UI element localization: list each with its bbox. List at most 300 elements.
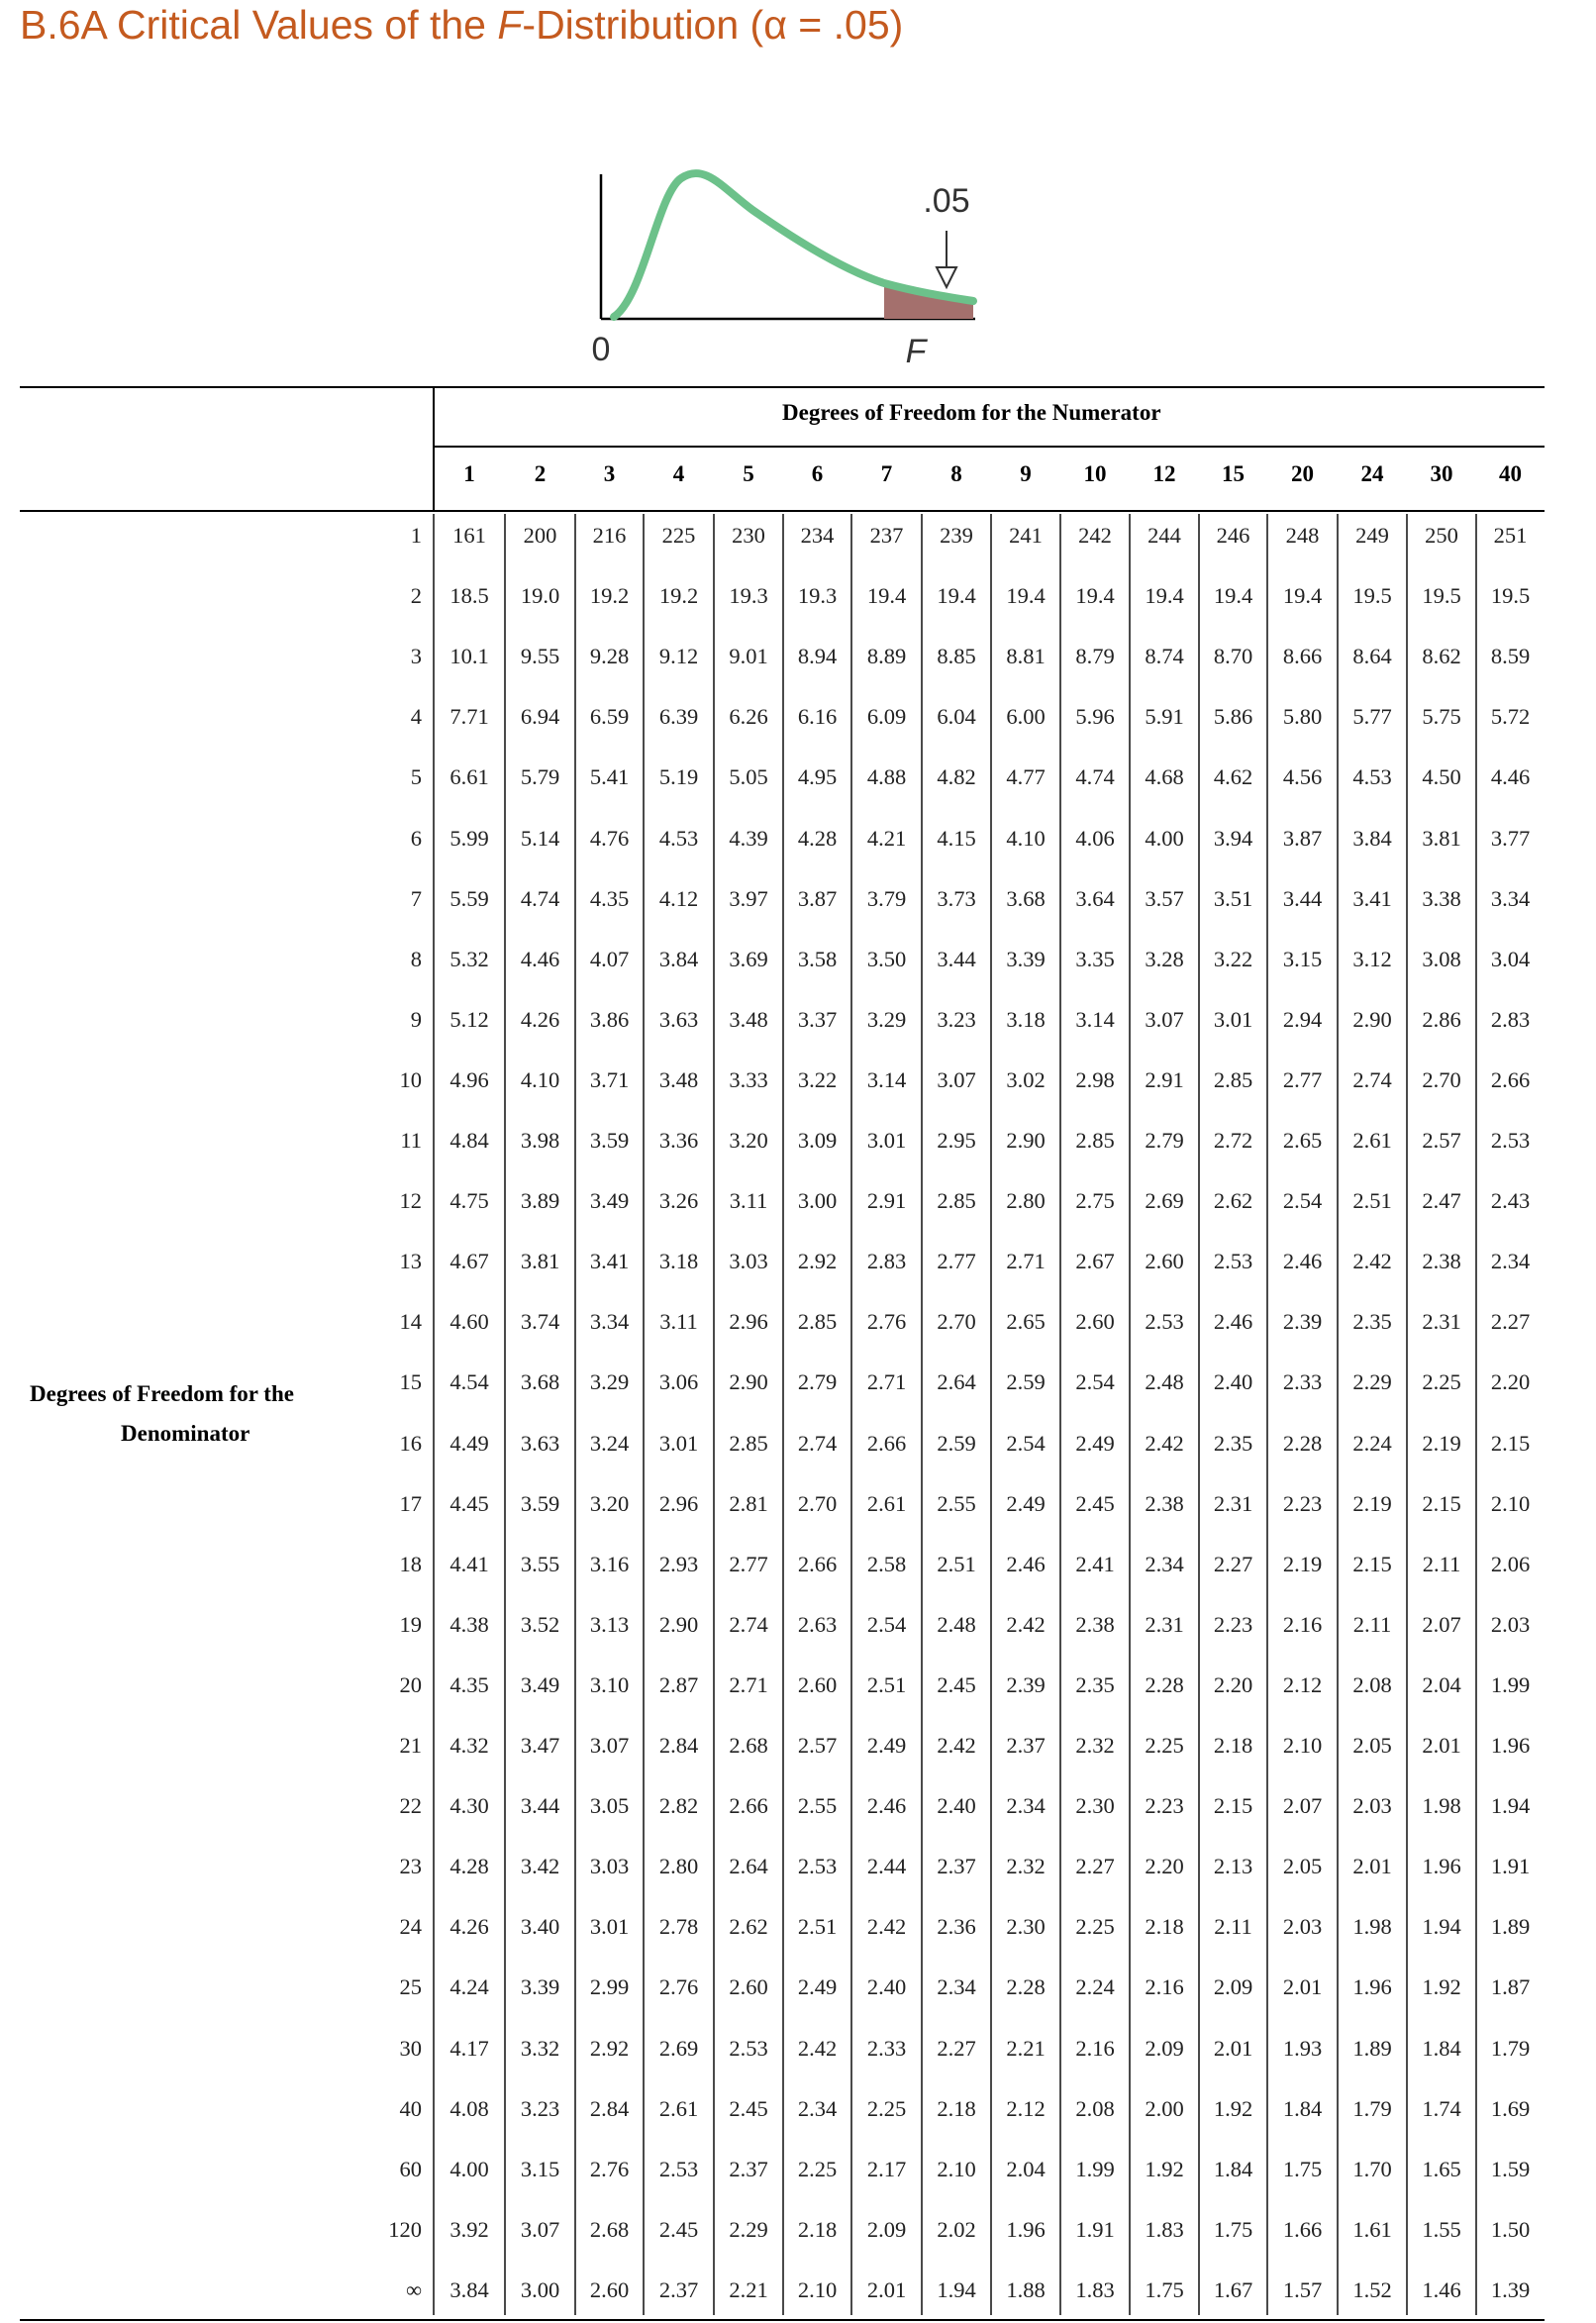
- table-cell: 1.74: [1422, 2095, 1461, 2121]
- table-cell: 161: [452, 523, 486, 548]
- table-cell: 2.60: [1075, 1309, 1115, 1335]
- table-cell: 4.10: [520, 1066, 560, 1092]
- table-cell: 3.49: [589, 1188, 630, 1214]
- table-cell: 2.38: [1422, 1249, 1461, 1274]
- table-cell: 1.39: [1490, 2276, 1531, 2302]
- table-cell: 6.59: [589, 704, 630, 730]
- table-cell: 234: [800, 523, 835, 548]
- column-header: 2: [534, 461, 547, 486]
- table-cell: 2.58: [866, 1551, 907, 1576]
- table-cell: 3.98: [520, 1128, 560, 1153]
- table-cell: 2.71: [1006, 1249, 1046, 1274]
- table-cell: 2.67: [1075, 1249, 1115, 1274]
- column-header: 12: [1152, 461, 1176, 486]
- table-cell: 2.15: [1213, 1793, 1253, 1819]
- table-cell: 2.90: [1352, 1006, 1392, 1032]
- table-cell: 1.75: [1145, 2276, 1184, 2302]
- table-cell: 1.92: [1213, 2095, 1253, 2121]
- table-cell: 5.72: [1490, 704, 1531, 730]
- tail-probability-label: .05: [923, 182, 970, 220]
- table-cell: 3.16: [589, 1551, 630, 1576]
- table-cell: 2.93: [658, 1551, 699, 1576]
- table-cell: 1.94: [1490, 1793, 1531, 1819]
- table-cell: 4.46: [1490, 764, 1531, 790]
- table-cell: 2.71: [866, 1369, 907, 1395]
- table-cell: 3.44: [937, 946, 976, 971]
- table-cell: 5.99: [449, 825, 489, 851]
- table-cell: 1.92: [1422, 1974, 1461, 2000]
- table-cell: 2.53: [658, 2156, 699, 2181]
- table-cell: 3.44: [520, 1793, 560, 1819]
- table-cell: 2.49: [797, 1974, 838, 2000]
- table-cell: 3.63: [520, 1430, 560, 1456]
- row-df-label: 9: [410, 1006, 422, 1032]
- table-cell: 2.46: [1213, 1309, 1253, 1335]
- table-cell: 1.87: [1490, 1974, 1531, 2000]
- table-cell: 2.53: [1145, 1309, 1184, 1335]
- table-cell: 2.27: [1075, 1854, 1115, 1879]
- table-cell: 2.68: [589, 2216, 630, 2242]
- table-cell: 2.23: [1213, 1611, 1253, 1637]
- table-cell: 3.55: [520, 1551, 560, 1576]
- table-cell: 3.35: [1075, 946, 1115, 971]
- table-cell: 2.08: [1352, 1671, 1392, 1697]
- table-cell: 2.80: [658, 1854, 699, 1879]
- table-cell: 2.12: [1006, 2095, 1046, 2121]
- table-cell: 246: [1216, 523, 1250, 548]
- table-cell: 3.00: [520, 2276, 560, 2302]
- table-cell: 3.92: [449, 2216, 489, 2242]
- column-header: 15: [1222, 461, 1245, 486]
- table-cell: 3.51: [1213, 885, 1253, 911]
- table-cell: 4.17: [449, 2035, 489, 2061]
- table-cell: 2.91: [866, 1188, 907, 1214]
- table-cell: 4.62: [1213, 764, 1253, 790]
- table-cell: 2.38: [1145, 1490, 1184, 1516]
- table-cell: 5.75: [1422, 704, 1461, 730]
- table-cell: 2.42: [797, 2035, 838, 2061]
- table-cell: 3.34: [1490, 885, 1531, 911]
- table-cell: 4.49: [449, 1430, 489, 1456]
- table-cell: 4.45: [449, 1490, 489, 1516]
- table-cell: 3.81: [520, 1249, 560, 1274]
- table-cell: 3.00: [797, 1188, 838, 1214]
- row-df-label: 8: [410, 946, 422, 971]
- table-cell: 3.15: [520, 2156, 560, 2181]
- table-cell: 3.42: [520, 1854, 560, 1879]
- table-cell: 19.4: [866, 583, 907, 609]
- table-cell: 1.65: [1422, 2156, 1461, 2181]
- table-cell: 3.01: [589, 1914, 630, 1940]
- table-cell: 6.09: [866, 704, 907, 730]
- table-cell: 2.46: [1006, 1551, 1046, 1576]
- table-cell: 2.45: [729, 2095, 768, 2121]
- table-cell: 2.42: [866, 1914, 907, 1940]
- table-cell: 2.90: [658, 1611, 699, 1637]
- f-axis-label: F: [905, 333, 927, 370]
- table-cell: 1.92: [1145, 2156, 1184, 2181]
- table-cell: 1.83: [1075, 2276, 1115, 2302]
- title-suffix: -Distribution (α = .05): [522, 2, 904, 48]
- table-cell: 2.92: [589, 2035, 630, 2061]
- table-cell: 3.10: [589, 1671, 630, 1697]
- table-cell: 2.16: [1075, 2035, 1115, 2061]
- table-cell: 3.15: [1282, 946, 1323, 971]
- row-df-label: 21: [399, 1733, 422, 1758]
- table-cell: 4.08: [449, 2095, 489, 2121]
- row-df-label: 20: [399, 1671, 422, 1697]
- table-cell: 2.29: [1352, 1369, 1392, 1395]
- table-cell: 1.83: [1145, 2216, 1184, 2242]
- table-cell: 2.09: [1213, 1974, 1253, 2000]
- table-cell: 2.61: [1352, 1128, 1392, 1153]
- table-cell: 2.66: [1490, 1066, 1531, 1092]
- table-cell: 2.16: [1282, 1611, 1323, 1637]
- table-cell: 1.84: [1213, 2156, 1253, 2181]
- table-cell: 4.76: [589, 825, 630, 851]
- table-cell: 6.39: [658, 704, 699, 730]
- table-cell: 2.42: [1006, 1611, 1046, 1637]
- table-cell: 2.48: [1145, 1369, 1184, 1395]
- table-cell: 2.34: [1490, 1249, 1531, 1274]
- table-cell: 250: [1425, 523, 1458, 548]
- table-cell: 4.30: [449, 1793, 489, 1819]
- table-cell: 3.23: [937, 1006, 976, 1032]
- table-cell: 2.66: [729, 1793, 768, 1819]
- table-cell: 2.02: [937, 2216, 976, 2242]
- table-cell: 2.01: [1213, 2035, 1253, 2061]
- table-cell: 4.54: [449, 1369, 489, 1395]
- table-cell: 2.34: [1145, 1551, 1184, 1576]
- table-cell: 4.07: [589, 946, 630, 971]
- table-cell: 2.51: [937, 1551, 976, 1576]
- table-cell: 2.29: [729, 2216, 768, 2242]
- table-cell: 1.59: [1490, 2156, 1531, 2181]
- column-header: 8: [950, 461, 962, 486]
- table-cell: 2.53: [797, 1854, 838, 1879]
- header-bottom-rule: [20, 510, 1545, 512]
- table-cell: 2.66: [797, 1551, 838, 1576]
- table-cell: 2.03: [1490, 1611, 1531, 1637]
- numerator-header: Degrees of Freedom for the Numerator: [782, 400, 1161, 425]
- table-cell: 4.74: [1075, 764, 1115, 790]
- row-df-label: 23: [399, 1854, 422, 1879]
- column-header: 9: [1020, 461, 1032, 486]
- table-cell: 4.00: [449, 2156, 489, 2181]
- table-cell: 1.57: [1282, 2276, 1323, 2302]
- table-cell: 2.66: [866, 1430, 907, 1456]
- table-cell: 1.67: [1213, 2276, 1253, 2302]
- table-cell: 4.21: [866, 825, 907, 851]
- table-cell: 2.18: [1213, 1733, 1253, 1758]
- title-italic-f: F: [497, 2, 523, 48]
- row-df-label: 7: [410, 885, 422, 911]
- numerator-rule: [434, 446, 1545, 448]
- table-cell: 4.50: [1422, 764, 1461, 790]
- table-cell: 19.2: [658, 583, 699, 609]
- table-cell: 2.60: [589, 2276, 630, 2302]
- table-cell: 3.81: [1422, 825, 1461, 851]
- table-cell: 1.94: [1422, 1914, 1461, 1940]
- table-cell: 2.15: [1490, 1430, 1531, 1456]
- table-cell: 1.98: [1422, 1793, 1461, 1819]
- table-cell: 2.54: [866, 1611, 907, 1637]
- table-cell: 2.76: [658, 1974, 699, 2000]
- table-cell: 3.22: [1213, 946, 1253, 971]
- table-cell: 4.95: [797, 764, 838, 790]
- table-cell: 2.62: [1213, 1188, 1253, 1214]
- table-cell: 3.50: [866, 946, 907, 971]
- table-cell: 2.49: [1075, 1430, 1115, 1456]
- table-cell: 2.31: [1213, 1490, 1253, 1516]
- table-cell: 2.54: [1282, 1188, 1323, 1214]
- table-cell: 3.32: [520, 2035, 560, 2061]
- table-cell: 2.60: [797, 1671, 838, 1697]
- table-cell: 4.38: [449, 1611, 489, 1637]
- table-cell: 4.77: [1006, 764, 1046, 790]
- table-cell: 4.46: [520, 946, 560, 971]
- table-cell: 8.85: [937, 644, 976, 669]
- table-cell: 2.05: [1282, 1854, 1323, 1879]
- table-cell: 2.42: [1145, 1430, 1184, 1456]
- column-header: 5: [743, 461, 754, 486]
- table-cell: 2.77: [1282, 1066, 1323, 1092]
- table-cell: 3.84: [658, 946, 699, 971]
- table-cell: 2.35: [1213, 1430, 1253, 1456]
- table-cell: 4.75: [449, 1188, 489, 1214]
- table-cell: 3.03: [589, 1854, 630, 1879]
- table-cell: 9.01: [729, 644, 768, 669]
- table-cell: 9.28: [589, 644, 630, 669]
- table-cell: 2.44: [866, 1854, 907, 1879]
- table-cell: 19.4: [937, 583, 976, 609]
- table-cell: 2.05: [1352, 1733, 1392, 1758]
- table-cell: 2.63: [797, 1611, 838, 1637]
- table-cell: 2.32: [1006, 1854, 1046, 1879]
- table-cell: 2.96: [729, 1309, 768, 1335]
- table-cell: 6.00: [1006, 704, 1046, 730]
- table-cell: 4.26: [449, 1914, 489, 1940]
- table-cell: 2.94: [1282, 1006, 1323, 1032]
- table-cell: 2.82: [658, 1793, 699, 1819]
- table-cell: 2.46: [866, 1793, 907, 1819]
- table-cell: 4.53: [1352, 764, 1392, 790]
- table-cell: 8.74: [1145, 644, 1184, 669]
- row-df-label: 40: [399, 2095, 422, 2121]
- table-cell: 2.37: [658, 2276, 699, 2302]
- row-df-label: 16: [399, 1430, 422, 1456]
- table-cell: 3.38: [1422, 885, 1461, 911]
- table-cell: 2.01: [1282, 1974, 1323, 2000]
- table-cell: 3.13: [589, 1611, 630, 1637]
- table-cell: 4.67: [449, 1249, 489, 1274]
- table-cell: 1.75: [1213, 2216, 1253, 2242]
- table-cell: 2.72: [1213, 1128, 1253, 1153]
- table-cell: 2.99: [589, 1974, 630, 2000]
- table-cell: 1.61: [1352, 2216, 1392, 2242]
- table-cell: 3.69: [729, 946, 768, 971]
- table-cell: 2.74: [797, 1430, 838, 1456]
- table-cell: 2.98: [1075, 1066, 1115, 1092]
- table-cell: 4.00: [1145, 825, 1184, 851]
- table-cell: 4.74: [520, 885, 560, 911]
- title-prefix: B.6A Critical Values of the: [20, 2, 498, 48]
- table-cell: 1.75: [1282, 2156, 1323, 2181]
- table-cell: 1.50: [1490, 2216, 1531, 2242]
- table-cell: 2.65: [1006, 1309, 1046, 1335]
- table-cell: 2.64: [729, 1854, 768, 1879]
- table-cell: 216: [592, 523, 627, 548]
- table-cell: 3.14: [1075, 1006, 1115, 1032]
- table-cell: 3.07: [1145, 1006, 1184, 1032]
- row-df-label: 4: [410, 704, 422, 730]
- table-cell: 2.62: [729, 1914, 768, 1940]
- table-cell: 3.08: [1422, 946, 1461, 971]
- table-cell: 3.71: [589, 1066, 630, 1092]
- row-df-label: 30: [399, 2035, 422, 2061]
- table-cell: 2.33: [866, 2035, 907, 2061]
- table-cell: 2.25: [1422, 1369, 1461, 1395]
- table-cell: 2.20: [1145, 1854, 1184, 1879]
- table-cell: 3.28: [1145, 946, 1184, 971]
- table-cell: 8.79: [1075, 644, 1115, 669]
- table-cell: 3.59: [520, 1490, 560, 1516]
- table-cell: 3.07: [937, 1066, 976, 1092]
- table-cell: 5.59: [449, 885, 489, 911]
- row-df-label: 18: [399, 1551, 422, 1576]
- table-cell: 2.35: [1352, 1309, 1392, 1335]
- table-cell: 2.25: [866, 2095, 907, 2121]
- table-cell: 1.89: [1352, 2035, 1392, 2061]
- table-cell: 2.46: [1282, 1249, 1323, 1274]
- table-cell: 3.57: [1145, 885, 1184, 911]
- table-cell: 2.11: [1422, 1551, 1461, 1576]
- table-cell: 3.87: [797, 885, 838, 911]
- table-cell: 2.53: [1490, 1128, 1531, 1153]
- table-cell: 1.79: [1352, 2095, 1392, 2121]
- table-cell: 5.41: [589, 764, 630, 790]
- table-cell: 2.38: [1075, 1611, 1115, 1637]
- row-df-label: 12: [399, 1188, 422, 1214]
- table-cell: 3.11: [659, 1309, 698, 1335]
- table-cell: 230: [732, 523, 765, 548]
- table-cell: 2.36: [937, 1914, 976, 1940]
- table-cell: 2.06: [1490, 1551, 1531, 1576]
- table-cell: 3.01: [658, 1430, 699, 1456]
- table-cell: 2.96: [658, 1490, 699, 1516]
- table-cell: 2.69: [658, 2035, 699, 2061]
- table-cell: 1.66: [1282, 2216, 1323, 2242]
- table-cell: 2.00: [1145, 2095, 1184, 2121]
- table-cell: 3.06: [658, 1369, 699, 1395]
- table-cell: 4.35: [449, 1671, 489, 1697]
- table-cell: 6.04: [937, 704, 976, 730]
- table-cell: 2.54: [1075, 1369, 1115, 1395]
- table-cell: 2.27: [1213, 1551, 1253, 1576]
- table-cell: 2.39: [1006, 1671, 1046, 1697]
- table-cell: 2.91: [1145, 1066, 1184, 1092]
- table-cell: 2.61: [866, 1490, 907, 1516]
- table-cell: 2.48: [937, 1611, 976, 1637]
- table-cell: 2.71: [729, 1671, 768, 1697]
- table-cell: 5.91: [1145, 704, 1184, 730]
- table-cell: 3.07: [520, 2216, 560, 2242]
- table-cell: 4.28: [449, 1854, 489, 1879]
- table-cell: 2.21: [1006, 2035, 1046, 2061]
- table-cell: 8.94: [797, 644, 838, 669]
- table-cell: 2.30: [1006, 1914, 1046, 1940]
- table-cell: 2.60: [729, 1974, 768, 2000]
- table-cell: 3.23: [520, 2095, 560, 2121]
- table-cell: 2.18: [937, 2095, 976, 2121]
- table-cell: 19.4: [1145, 583, 1184, 609]
- table-cell: 2.90: [729, 1369, 768, 1395]
- table-cell: 2.65: [1282, 1128, 1323, 1153]
- table-cell: 2.20: [1490, 1369, 1531, 1395]
- table-cell: 6.61: [449, 764, 489, 790]
- table-cell: 2.37: [937, 1854, 976, 1879]
- table-cell: 3.39: [520, 1974, 560, 2000]
- row-label-divider: [433, 386, 435, 511]
- table-cell: 2.68: [729, 1733, 768, 1758]
- table-cell: 2.20: [1213, 1671, 1253, 1697]
- table-cell: 241: [1009, 523, 1043, 548]
- table-cell: 249: [1355, 523, 1389, 548]
- table-cell: 3.39: [1006, 946, 1046, 971]
- table-cell: 3.58: [797, 946, 838, 971]
- table-cell: 200: [523, 523, 557, 548]
- table-cell: 2.74: [1352, 1066, 1392, 1092]
- table-cell: 3.22: [797, 1066, 838, 1092]
- table-cell: 2.80: [1006, 1188, 1046, 1214]
- table-cell: 3.05: [589, 1793, 630, 1819]
- table-cell: 2.11: [1214, 1914, 1252, 1940]
- table-cell: 3.84: [449, 2276, 489, 2302]
- table-cell: 2.87: [658, 1671, 699, 1697]
- table-cell: 2.64: [937, 1369, 976, 1395]
- table-cell: 5.86: [1213, 704, 1253, 730]
- table-cell: 1.94: [937, 2276, 976, 2302]
- table-cell: 19.3: [797, 583, 838, 609]
- table-cell: 2.34: [797, 2095, 838, 2121]
- row-df-label: 2: [410, 583, 422, 609]
- table-cell: 2.70: [797, 1490, 838, 1516]
- table-cell: 4.84: [449, 1128, 489, 1153]
- table-cell: 2.43: [1490, 1188, 1531, 1214]
- table-cell: 9.12: [658, 644, 699, 669]
- row-df-label: 120: [388, 2216, 422, 2242]
- table-cell: 3.01: [1213, 1006, 1253, 1032]
- table-cell: 5.05: [729, 764, 768, 790]
- table-cell: 2.23: [1145, 1793, 1184, 1819]
- table-cell: 2.15: [1352, 1551, 1392, 1576]
- table-cell: 2.49: [866, 1733, 907, 1758]
- table-cell: 19.5: [1422, 583, 1461, 609]
- table-cell: 8.59: [1490, 644, 1531, 669]
- table-cell: 2.19: [1282, 1551, 1323, 1576]
- table-cell: 2.69: [1145, 1188, 1184, 1214]
- row-df-label: 15: [399, 1369, 422, 1395]
- table-cell: 251: [1493, 523, 1528, 548]
- table-cell: 2.84: [589, 2095, 630, 2121]
- table-cell: 19.5: [1352, 583, 1392, 609]
- table-cell: 5.77: [1352, 704, 1392, 730]
- row-df-label: 19: [399, 1611, 422, 1637]
- column-header: 7: [880, 461, 893, 486]
- table-cell: 2.95: [937, 1128, 976, 1153]
- table-cell: 2.54: [1006, 1430, 1046, 1456]
- row-df-label: 10: [399, 1066, 422, 1092]
